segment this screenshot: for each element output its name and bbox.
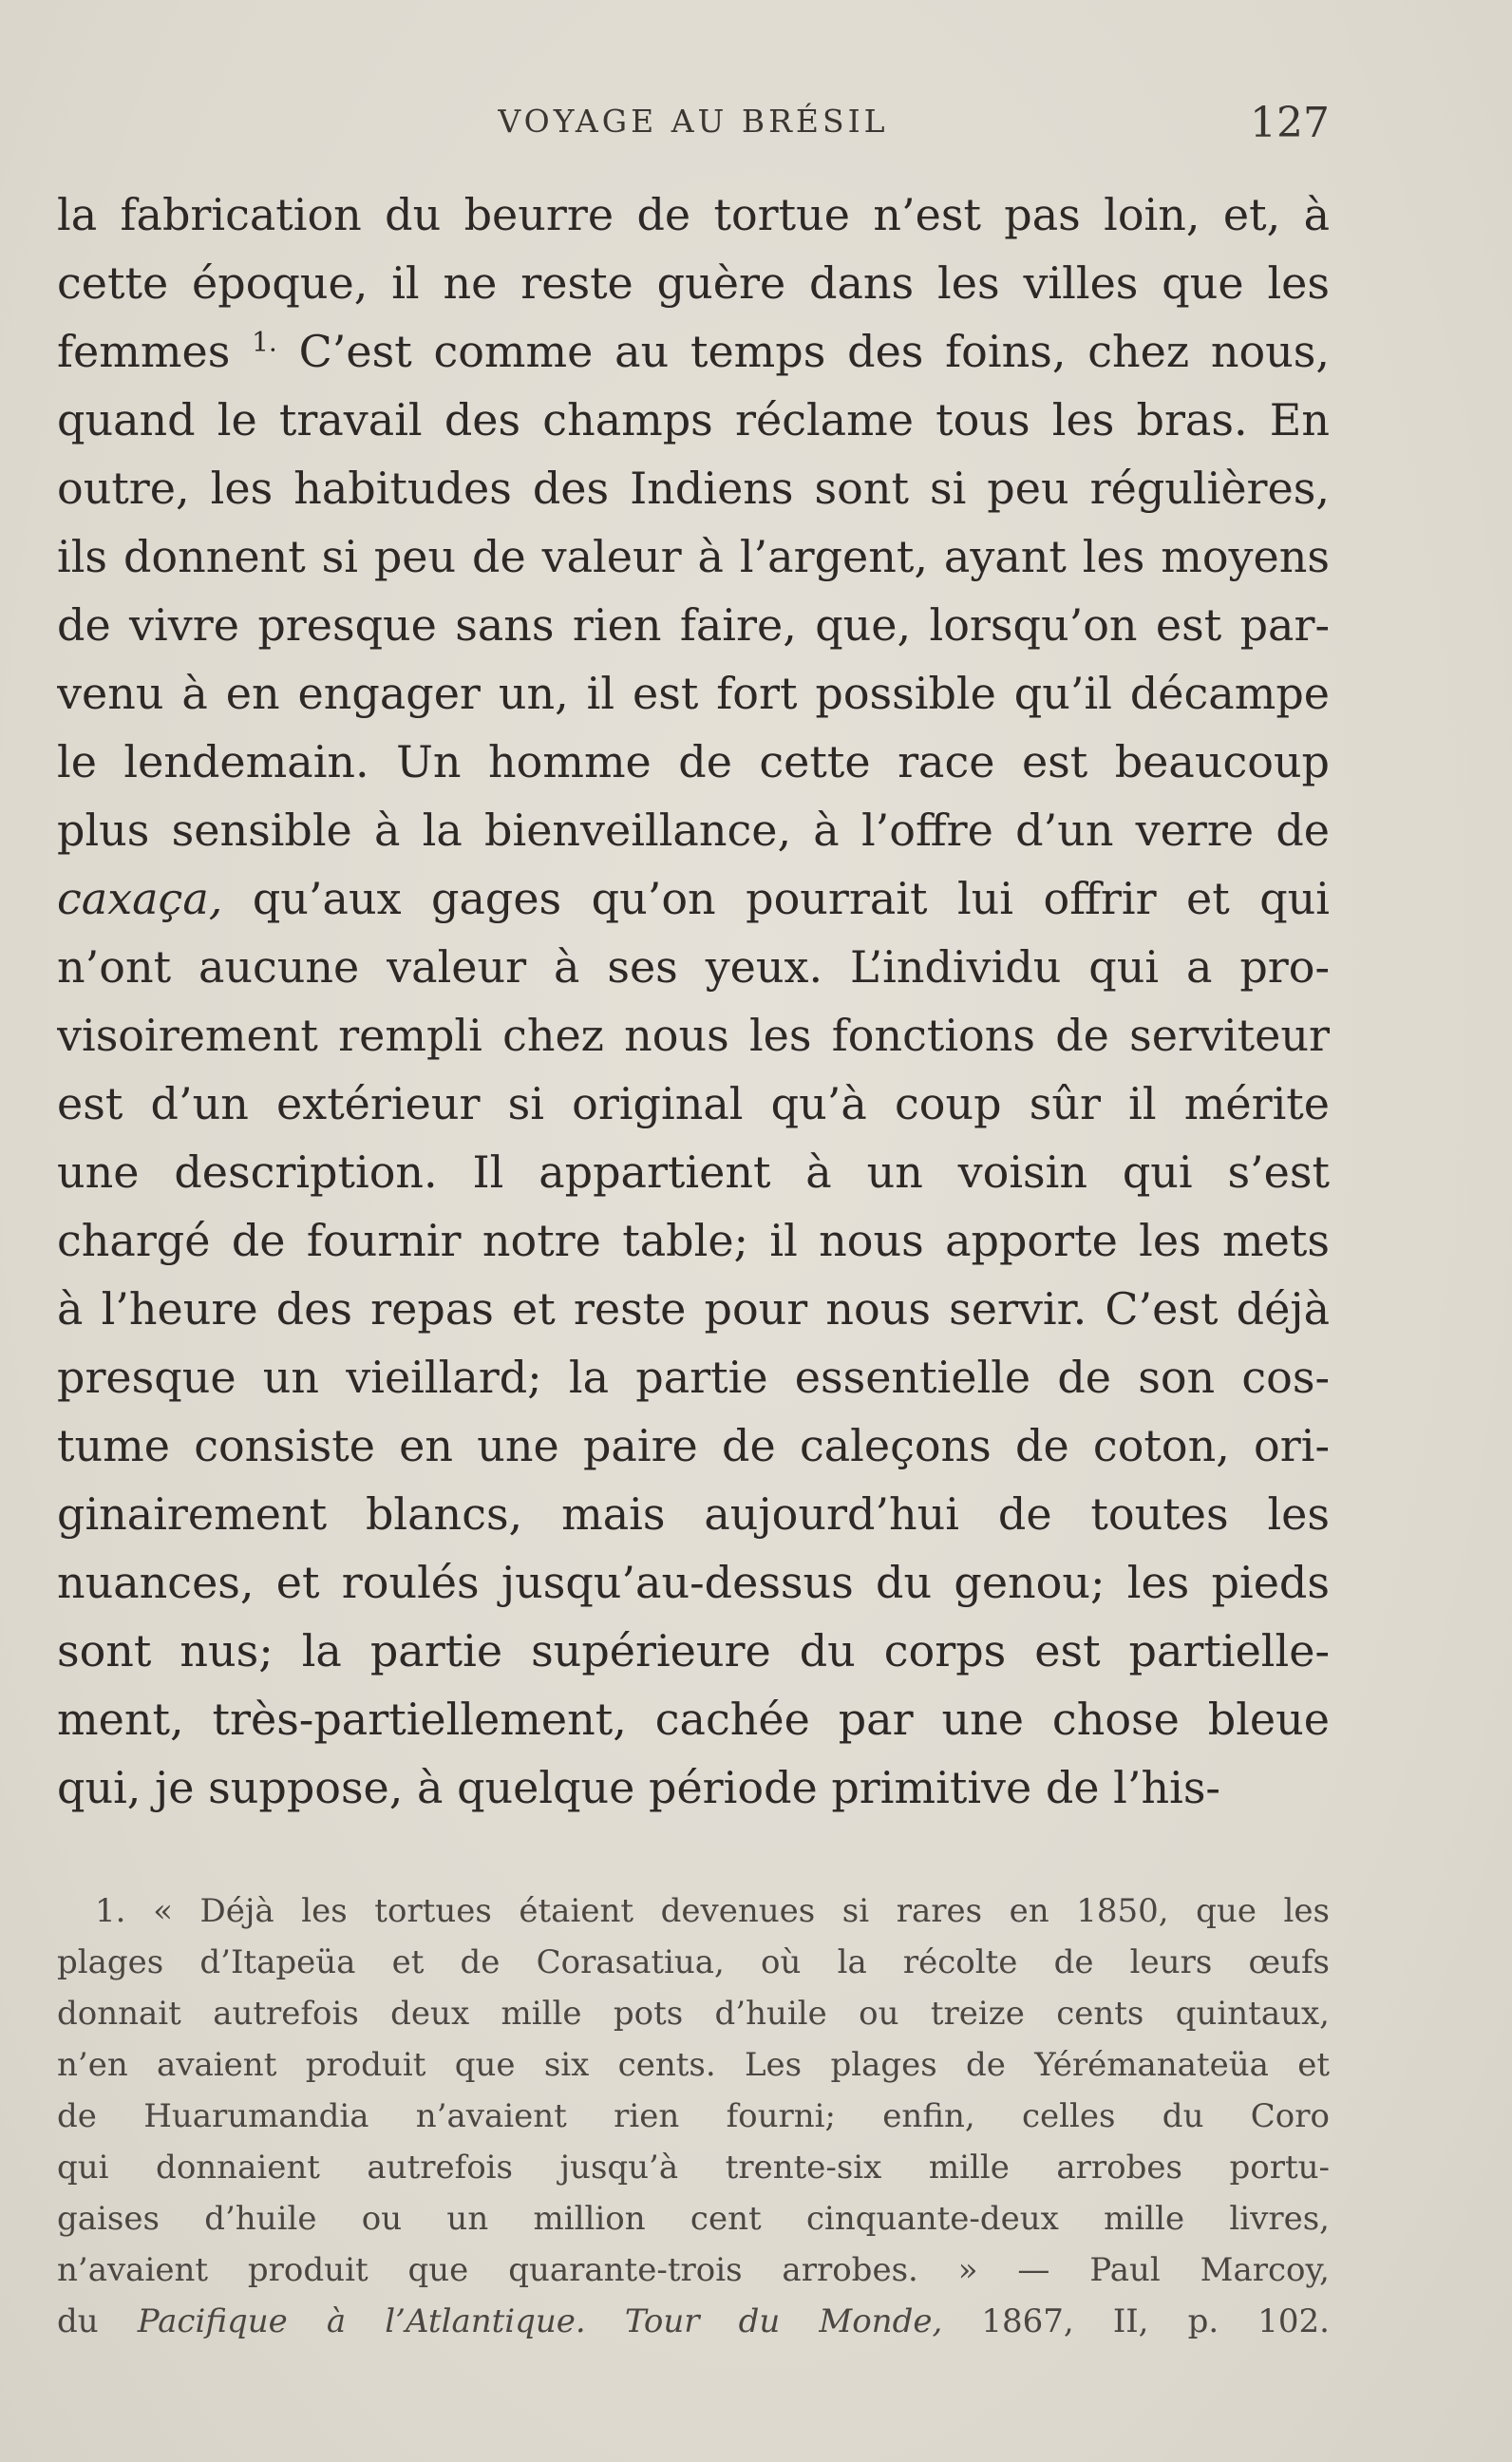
text-line: chargé de fournir notre table; il nous apporte les mets (57, 1215, 1330, 1266)
text-fragment: C’est comme au temps des foins, chez nous, (298, 326, 1330, 377)
text-line: ment, très-partiellement, cachée par une chose bleue (57, 1694, 1330, 1745)
text-line (57, 864, 1330, 933)
text-line: qui, je suppose, à quelque période primitive de l’his- (57, 1762, 1220, 1813)
text-line: ginairement blancs, mais aujourd’hui de toutes les (57, 1488, 1330, 1540)
text-line: quand le travail des champs réclame tous les bras. En (57, 394, 1330, 445)
text-line: nuances, et roulés jusqu’au-dessus du genou; les pieds (57, 1557, 1330, 1608)
text-line: la fabrication du beurre de tortue n’est pas loin, et, à (57, 189, 1330, 240)
text-line: n’ont aucune valeur à ses yeux. L’individu qui a pro- (57, 941, 1330, 993)
italic-word: caxaça, (57, 873, 223, 924)
footnote-line: de Huarumandia n’avaient rien fourni; enfin, celles du Coro (57, 2097, 1330, 2135)
footnote-text: « Déjà les tortues étaient devenues si rares en 1850, que les (153, 1892, 1330, 1930)
page-header (57, 99, 1330, 150)
text-line: ils donnent si peu de valeur à l’argent, ayant les moyens (57, 531, 1330, 582)
text-fragment: qu’aux gages qu’on pourrait lui offrir et qui (252, 873, 1330, 924)
footnote (57, 1885, 1330, 2347)
body-text (57, 180, 1330, 1822)
text-line: une description. Il appartient à un voisin qui s’est (57, 1146, 1330, 1198)
text-line: visoirement rempli chez nous les fonctions de serviteur (57, 1010, 1330, 1061)
text-line: outre, les habitudes des Indiens sont si peu régulières, (57, 463, 1330, 514)
text-word: femmes (57, 326, 231, 377)
text-line (57, 317, 1330, 386)
footnote-line (57, 2296, 1330, 2347)
text-line: presque un vieillard; la partie essentielle de son cos- (57, 1352, 1330, 1403)
running-title: VOYAGE AU BRÉSIL (498, 103, 889, 140)
footnote-line (57, 1885, 1330, 1937)
citation-details: 1867, II, p. 102. (981, 2302, 1330, 2340)
footnote-line: qui donnaient autrefois jusqu’à trente-six mille arrobes portu- (57, 2149, 1330, 2187)
text-line: venu à en engager un, il est fort possible qu’il décampe (57, 668, 1330, 719)
text-line: de vivre presque sans rien faire, que, lorsqu’on est par- (57, 599, 1330, 651)
text-line: à l’heure des repas et reste pour nous servir. C’est déjà (57, 1283, 1330, 1335)
footnote-line: gaises d’huile ou un million cent cinquante-deux mille livres, (57, 2200, 1330, 2238)
text-line: plus sensible à la bienveillance, à l’offre d’un verre de (57, 805, 1330, 856)
footnote-line: n’avaient produit que quarante-trois arrobes. » — Paul Marcoy, (57, 2251, 1330, 2289)
footnote-line: n’en avaient produit que six cents. Les plages de Yérémanateüa et (57, 2046, 1330, 2084)
footnote-prefix: du (57, 2302, 99, 2340)
footnote-line: plages d’Itapeüa et de Corasatiua, où la récolte de leurs œufs (57, 1943, 1330, 1981)
footnote-line: donnait autrefois deux mille pots d’huile ou treize cents quintaux, (57, 1995, 1330, 2033)
text-line: tume consiste en une paire de caleçons de coton, ori- (57, 1420, 1330, 1471)
citation-title: Pacifique à l’Atlantique. Tour du Monde, (137, 2302, 943, 2340)
footnote-reference[interactable]: 1. (252, 326, 277, 358)
text-line: le lendemain. Un homme de cette race est beaucoup (57, 736, 1330, 787)
text-line: sont nus; la partie supérieure du corps est partielle- (57, 1625, 1330, 1676)
footnote-number: 1. (95, 1892, 126, 1930)
page-number: 127 (1250, 99, 1330, 147)
text-line: cette époque, il ne reste guère dans les villes que les (57, 257, 1330, 309)
text-line: est d’un extérieur si original qu’à coup sûr il mérite (57, 1078, 1330, 1129)
